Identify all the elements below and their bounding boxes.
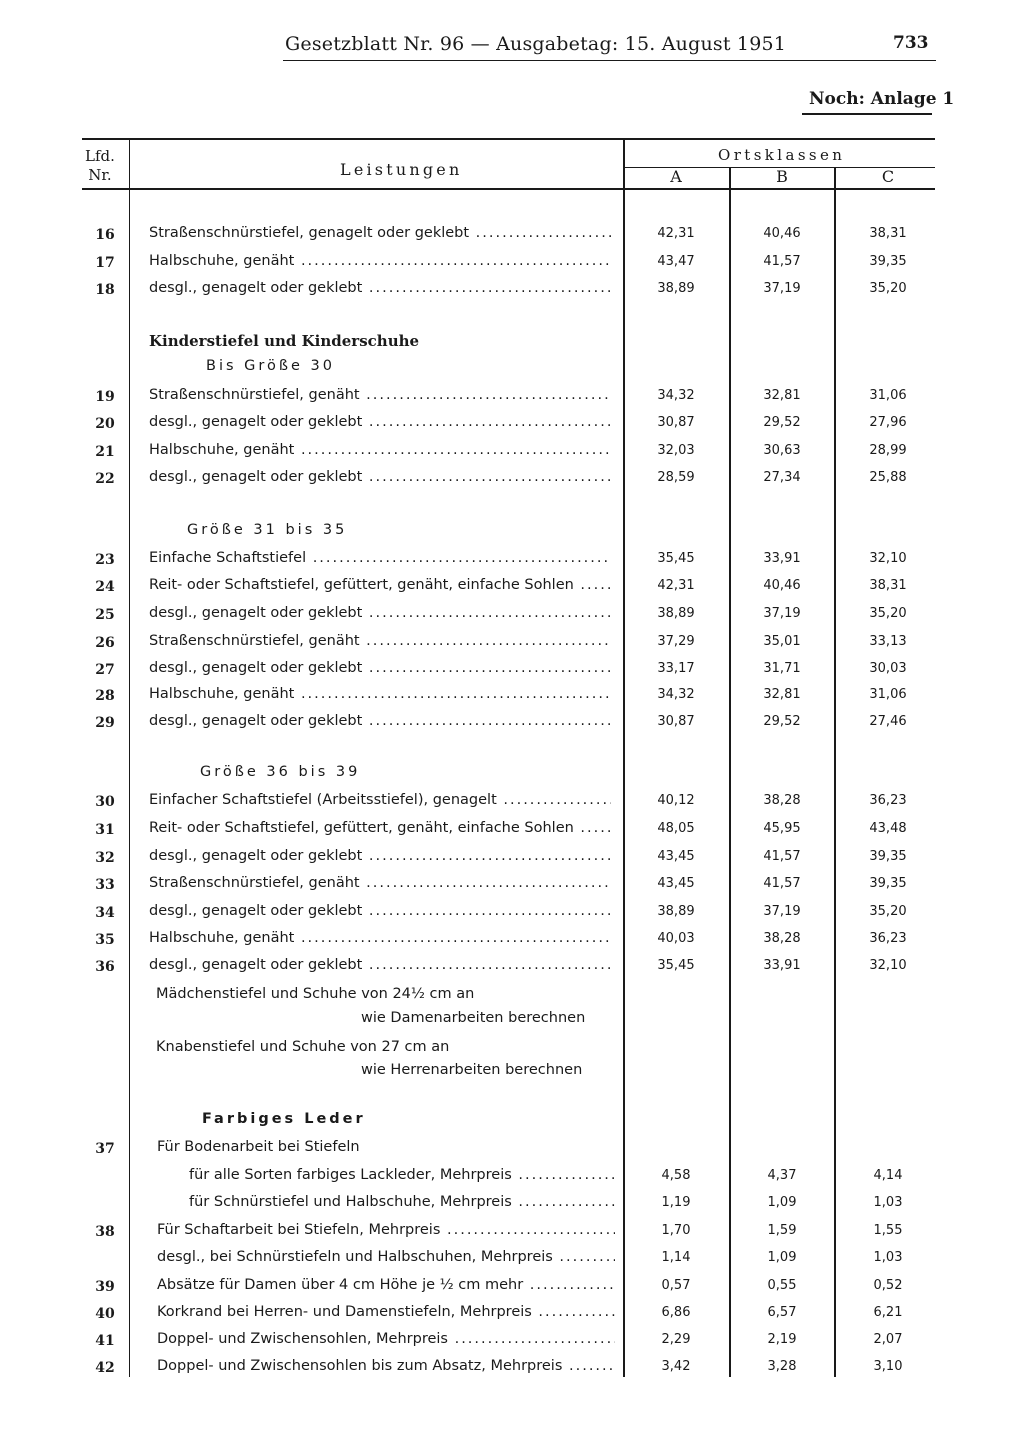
row-description: desgl., genagelt oder geklebt ..... <box>149 605 611 621</box>
value-c: 25,88 <box>869 470 907 485</box>
row-number: 31 <box>95 822 115 838</box>
row-number: 29 <box>95 715 115 731</box>
value-b: 40,46 <box>763 226 801 241</box>
row-description: Halbschuhe, genäht ..... <box>149 686 611 702</box>
value-c: 35,20 <box>869 904 907 919</box>
table-row <box>0 1275 1024 1301</box>
value-a: 43,47 <box>657 254 695 269</box>
table-row <box>0 711 1024 737</box>
row-description: desgl., genagelt oder geklebt ..... <box>149 713 611 729</box>
table-row <box>0 1165 1024 1191</box>
note-knaben-line1: Knabenstiefel und Schuhe von 27 cm an <box>156 1039 450 1055</box>
table-row <box>0 385 1024 411</box>
row-description: Halbschuhe, genäht ..... <box>149 930 611 946</box>
row-number: 33 <box>95 877 115 893</box>
section-kinder: Kinderstiefel und Kinderschuhe <box>149 332 420 350</box>
table-top-rule <box>82 138 935 140</box>
value-c: 1,55 <box>873 1223 903 1238</box>
row-description: Halbschuhe, genäht ..... <box>149 253 611 269</box>
note-knaben-line2: wie Herrenarbeiten berechnen <box>361 1062 583 1078</box>
table-head-rule <box>82 188 935 190</box>
table-row <box>0 790 1024 816</box>
table-row <box>0 223 1024 249</box>
row-description: Doppel- und Zwischensohlen bis zum Absatz, Mehrpreis ..... <box>157 1358 615 1374</box>
value-a: 32,03 <box>657 443 695 458</box>
section-bis-groesse-30: Bis Größe 30 <box>206 358 336 374</box>
table-row <box>0 1247 1024 1273</box>
value-b: 38,28 <box>763 793 801 808</box>
section-groesse-36-39: Größe 36 bis 39 <box>200 764 361 780</box>
row-number: 38 <box>95 1224 115 1240</box>
value-a: 30,87 <box>657 415 695 430</box>
row-number: 19 <box>95 389 115 405</box>
row-description: desgl., genagelt oder geklebt ..... <box>149 660 611 676</box>
value-c: 30,03 <box>869 661 907 676</box>
value-a: 43,45 <box>657 849 695 864</box>
value-c: 35,20 <box>869 606 907 621</box>
value-a: 35,45 <box>657 958 695 973</box>
value-c: 43,48 <box>869 821 907 836</box>
value-a: 0,57 <box>661 1278 691 1293</box>
value-a: 1,70 <box>661 1223 691 1238</box>
row-number: 40 <box>95 1306 115 1322</box>
value-b: 33,91 <box>763 551 801 566</box>
value-c: 0,52 <box>873 1278 903 1293</box>
value-a: 40,12 <box>657 793 695 808</box>
value-c: 2,07 <box>873 1332 903 1347</box>
row-number: 35 <box>95 932 115 948</box>
value-b: 45,95 <box>763 821 801 836</box>
row-number: 24 <box>95 579 115 595</box>
row-number: 17 <box>95 255 115 271</box>
value-b: 3,28 <box>767 1359 797 1374</box>
value-b: 40,46 <box>763 578 801 593</box>
value-b: 29,52 <box>763 714 801 729</box>
row-number: 32 <box>95 850 115 866</box>
value-c: 6,21 <box>873 1305 903 1320</box>
table-row <box>0 440 1024 466</box>
table-row <box>0 955 1024 981</box>
value-c: 1,03 <box>873 1195 903 1210</box>
value-b: 37,19 <box>763 281 801 296</box>
row-number: 26 <box>95 635 115 651</box>
page-number: 733 <box>893 33 929 53</box>
table-row <box>0 873 1024 899</box>
table-row <box>0 1220 1024 1246</box>
value-c: 28,99 <box>869 443 907 458</box>
value-a: 3,42 <box>661 1359 691 1374</box>
row-description: Straßenschnürstiefel, genäht ..... <box>149 387 611 403</box>
table-row <box>0 1356 1024 1382</box>
value-c: 32,10 <box>869 958 907 973</box>
row-description: Einfache Schaftstiefel ..... <box>149 550 611 566</box>
table-row <box>0 1329 1024 1355</box>
row-number: 18 <box>95 282 115 298</box>
value-b: 29,52 <box>763 415 801 430</box>
value-a: 38,89 <box>657 606 695 621</box>
value-c: 3,10 <box>873 1359 903 1374</box>
value-b: 4,37 <box>767 1168 797 1183</box>
value-c: 39,35 <box>869 876 907 891</box>
value-a: 34,32 <box>657 388 695 403</box>
table-row <box>0 818 1024 844</box>
table-row <box>0 846 1024 872</box>
value-a: 30,87 <box>657 714 695 729</box>
page-header-title: Gesetzblatt Nr. 96 — Ausgabetag: 15. August 1951 <box>285 33 787 55</box>
table-row <box>0 631 1024 657</box>
table-row <box>0 684 1024 710</box>
column-header-ortsklassen: Ortsklassen <box>718 146 846 164</box>
value-c: 32,10 <box>869 551 907 566</box>
value-c: 27,96 <box>869 415 907 430</box>
row-description: Straßenschnürstiefel, genagelt oder geklebt ..... <box>149 225 611 241</box>
table-row <box>0 658 1024 684</box>
row-description: für alle Sorten farbiges Lackleder, Mehrpreis ..... <box>189 1167 615 1183</box>
value-c: 33,13 <box>869 634 907 649</box>
value-b: 41,57 <box>763 849 801 864</box>
row-description: desgl., genagelt oder geklebt ..... <box>149 848 611 864</box>
value-c: 31,06 <box>869 388 907 403</box>
row-number: 34 <box>95 905 115 921</box>
annex-underline <box>802 113 932 115</box>
value-a: 1,19 <box>661 1195 691 1210</box>
value-a: 1,14 <box>661 1250 691 1265</box>
column-header-a: A <box>670 167 682 186</box>
table-row <box>0 901 1024 927</box>
value-a: 2,29 <box>661 1332 691 1347</box>
row-description: desgl., genagelt oder geklebt ..... <box>149 414 611 430</box>
lfd-label: Lfd. <box>85 147 115 165</box>
row-number: 20 <box>95 416 115 432</box>
row-description: Straßenschnürstiefel, genäht ..... <box>149 875 611 891</box>
value-c: 27,46 <box>869 714 907 729</box>
value-b: 1,09 <box>767 1250 797 1265</box>
value-c: 1,03 <box>873 1250 903 1265</box>
row-number: 27 <box>95 662 115 678</box>
value-b: 33,91 <box>763 958 801 973</box>
row-description: Für Schaftarbeit bei Stiefeln, Mehrpreis ..... <box>157 1222 615 1238</box>
row-number: 41 <box>95 1333 115 1349</box>
value-c: 39,35 <box>869 849 907 864</box>
row-number: 21 <box>95 444 115 460</box>
row-description: desgl., bei Schnürstiefeln und Halbschuhen, Mehrpreis ..... <box>157 1249 615 1265</box>
value-a: 40,03 <box>657 931 695 946</box>
value-a: 38,89 <box>657 904 695 919</box>
value-b: 1,09 <box>767 1195 797 1210</box>
header-rule <box>283 60 936 61</box>
row-number: 30 <box>95 794 115 810</box>
value-b: 27,34 <box>763 470 801 485</box>
value-a: 37,29 <box>657 634 695 649</box>
row-description: Einfacher Schaftstiefel (Arbeitsstiefel), genagelt ..... <box>149 792 611 808</box>
value-a: 48,05 <box>657 821 695 836</box>
row-description: Reit- oder Schaftstiefel, gefüttert, genäht, einfache Sohlen ..... <box>149 820 611 836</box>
value-c: 4,14 <box>873 1168 903 1183</box>
value-c: 38,31 <box>869 578 907 593</box>
row-number: 23 <box>95 552 115 568</box>
value-b: 1,59 <box>767 1223 797 1238</box>
row-description: desgl., genagelt oder geklebt ..... <box>149 957 611 973</box>
row-description: Für Bodenarbeit bei Stiefeln <box>157 1139 360 1155</box>
table-row <box>0 928 1024 954</box>
nr-label: Nr. <box>88 166 112 184</box>
value-b: 31,71 <box>763 661 801 676</box>
value-a: 28,59 <box>657 470 695 485</box>
section-farbiges-leder: Farbiges Leder <box>202 1111 366 1127</box>
value-c: 39,35 <box>869 254 907 269</box>
row-number: 28 <box>95 688 115 704</box>
row-description: Straßenschnürstiefel, genäht ..... <box>149 633 611 649</box>
value-a: 42,31 <box>657 226 695 241</box>
value-a: 6,86 <box>661 1305 691 1320</box>
column-header-c: C <box>881 167 895 186</box>
table-row <box>0 467 1024 493</box>
table-row <box>0 575 1024 601</box>
row-description: Halbschuhe, genäht ..... <box>149 442 611 458</box>
column-header-leistungen: Leistungen <box>340 160 463 179</box>
value-b: 30,63 <box>763 443 801 458</box>
value-c: 35,20 <box>869 281 907 296</box>
row-number: 39 <box>95 1279 115 1295</box>
value-b: 32,81 <box>763 687 801 702</box>
value-b: 41,57 <box>763 254 801 269</box>
row-number: 22 <box>95 471 115 487</box>
value-a: 42,31 <box>657 578 695 593</box>
column-header-b: B <box>776 167 788 186</box>
row-description: desgl., genagelt oder geklebt ..... <box>149 280 611 296</box>
row-description: für Schnürstiefel und Halbschuhe, Mehrpreis ..... <box>189 1194 615 1210</box>
table-row <box>0 278 1024 304</box>
table-row <box>0 548 1024 574</box>
value-b: 41,57 <box>763 876 801 891</box>
table-row <box>0 1302 1024 1328</box>
value-b: 38,28 <box>763 931 801 946</box>
row-number: 25 <box>95 607 115 623</box>
value-b: 37,19 <box>763 904 801 919</box>
row-description: desgl., genagelt oder geklebt ..... <box>149 903 611 919</box>
row-number: 36 <box>95 959 115 975</box>
row-number: 42 <box>95 1360 115 1376</box>
row-description: Korkrand bei Herren- und Damenstiefeln, Mehrpreis ..... <box>157 1304 615 1320</box>
value-b: 35,01 <box>763 634 801 649</box>
value-c: 36,23 <box>869 931 907 946</box>
note-maedchen-line1: Mädchenstiefel und Schuhe von 24½ cm an <box>156 986 475 1002</box>
table-row <box>0 603 1024 629</box>
value-a: 33,17 <box>657 661 695 676</box>
value-c: 36,23 <box>869 793 907 808</box>
value-b: 32,81 <box>763 388 801 403</box>
value-c: 38,31 <box>869 226 907 241</box>
value-a: 43,45 <box>657 876 695 891</box>
value-a: 4,58 <box>661 1168 691 1183</box>
value-b: 0,55 <box>767 1278 797 1293</box>
table-row <box>0 1137 1024 1163</box>
value-a: 34,32 <box>657 687 695 702</box>
section-groesse-31-35: Größe 31 bis 35 <box>187 522 348 538</box>
row-number: 16 <box>95 227 115 243</box>
value-b: 6,57 <box>767 1305 797 1320</box>
value-a: 35,45 <box>657 551 695 566</box>
row-number: 37 <box>95 1141 115 1157</box>
table-row <box>0 412 1024 438</box>
table-row <box>0 251 1024 277</box>
value-b: 37,19 <box>763 606 801 621</box>
value-b: 2,19 <box>767 1332 797 1347</box>
row-description: Reit- oder Schaftstiefel, gefüttert, genäht, einfache Sohlen ..... <box>149 577 611 593</box>
column-header-lfd-nr <box>82 147 118 185</box>
value-a: 38,89 <box>657 281 695 296</box>
row-description: Absätze für Damen über 4 cm Höhe je ½ cm mehr ..... <box>157 1277 615 1293</box>
row-description: Doppel- und Zwischensohlen, Mehrpreis ..... <box>157 1331 615 1347</box>
annex-label: Noch: Anlage 1 <box>809 89 955 109</box>
value-c: 31,06 <box>869 687 907 702</box>
note-maedchen-line2: wie Damenarbeiten berechnen <box>361 1010 586 1026</box>
table-row <box>0 1192 1024 1218</box>
row-description: desgl., genagelt oder geklebt ..... <box>149 469 611 485</box>
